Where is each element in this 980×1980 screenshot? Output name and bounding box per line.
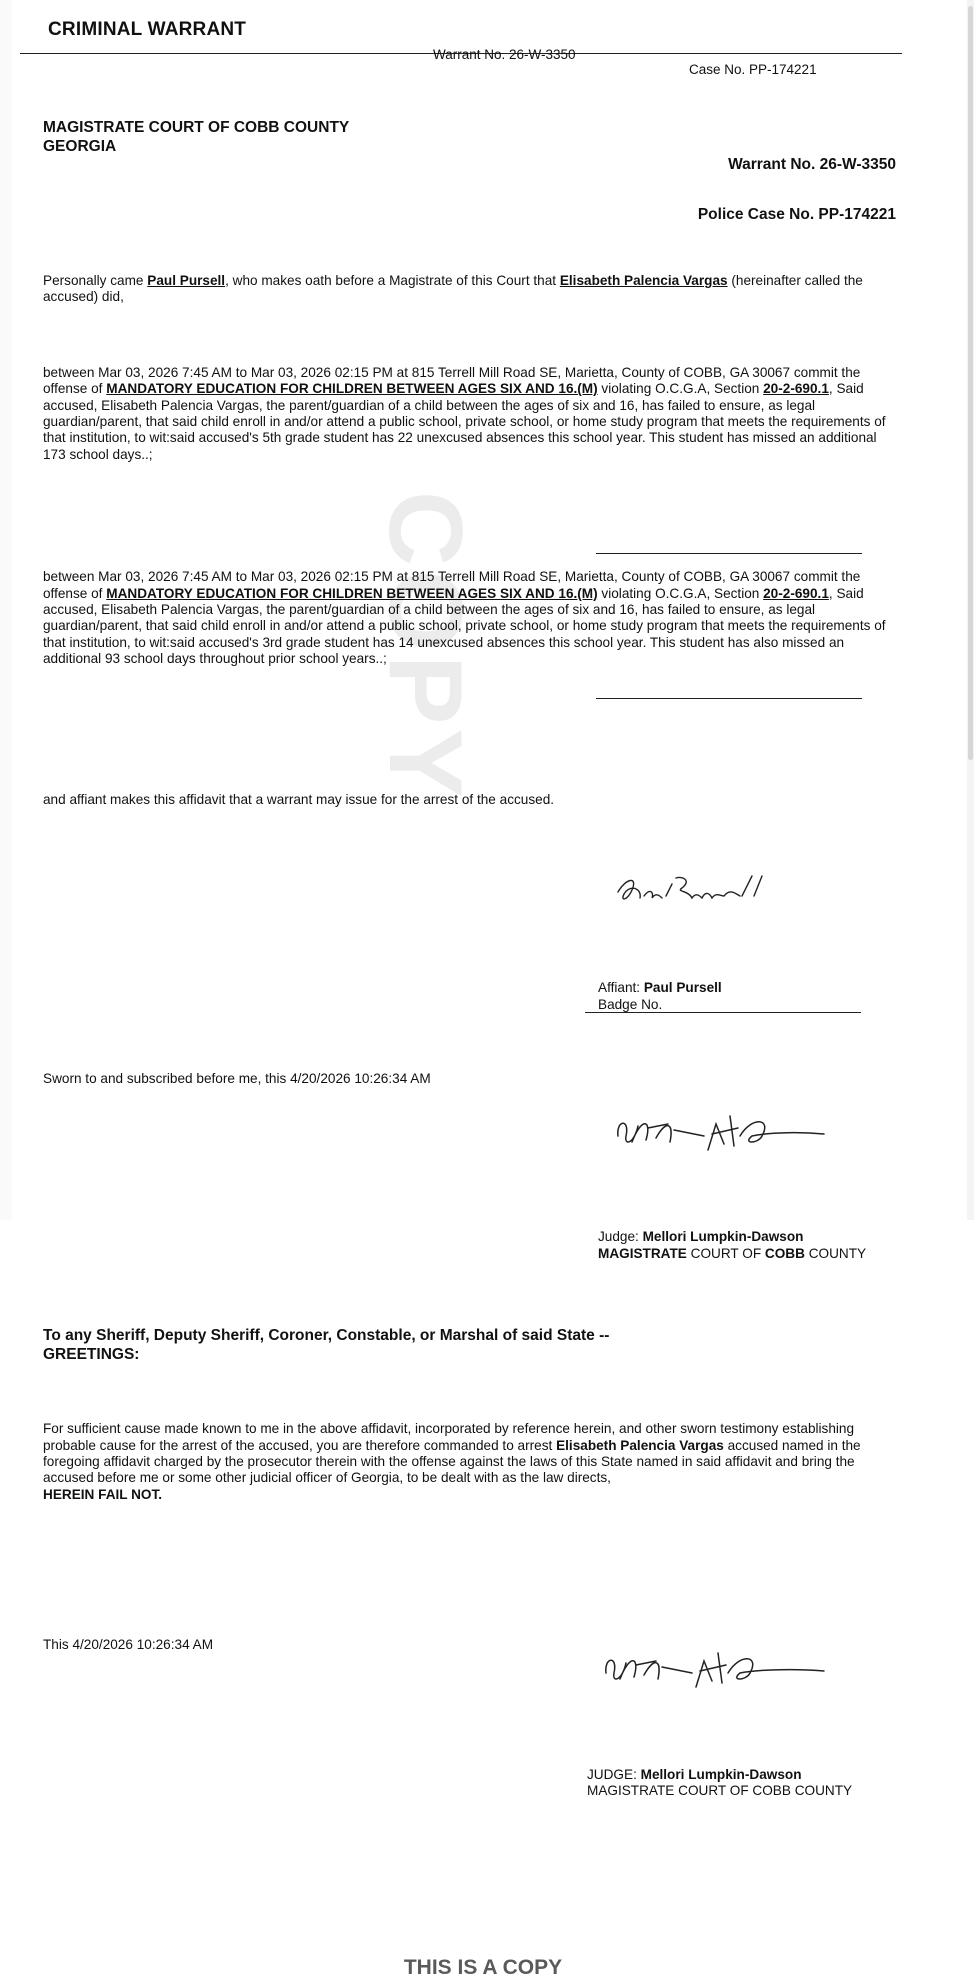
judge-name: Mellori Lumpkin-Dawson xyxy=(642,1229,804,1245)
offense-name: MANDATORY EDUCATION FOR CHILDREN BETWEEN AGES SIX AND 16.(M) xyxy=(106,585,598,601)
judge-signature xyxy=(612,1106,832,1156)
document-title: CRIMINAL WARRANT xyxy=(48,19,247,40)
intro-paragraph xyxy=(43,273,903,306)
affiant-signature-line xyxy=(596,553,862,554)
affiant-label: Affiant: xyxy=(598,980,644,996)
charge-text: , Said accused, Elisabeth Palencia Vargas, the parent/guardian of a child between the ages of six and 16, has failed to ensure, as legal guardian/parent, that said child enroll in and/or attend a public school, private school, or home study program that meets the requirements of that institution, to wit:said accused's 5th grade student has 22 unexcused absences this school year. This student has missed an additional 173 school days..; xyxy=(43,381,886,462)
judge-block xyxy=(598,1229,980,1262)
final-judge-name: Mellori Lumpkin-Dawson xyxy=(640,1766,802,1782)
command-text: For sufficient cause made known to me in the above affidavit, incorporated by reference herein, and other sworn testimony establishing probable cause for the arrest of the accused, you are therefore commanded to arrest xyxy=(43,1421,855,1453)
affiant-name: Paul Pursell xyxy=(147,273,226,288)
affidavit-statement: and affiant makes this affidavit that a warrant may issue for the arrest of the accused. xyxy=(43,791,555,807)
statute-section: 20-2-690.1 xyxy=(763,381,829,397)
affiant-signer-name: Paul Pursell xyxy=(643,980,722,996)
accused-name: Elisabeth Palencia Vargas xyxy=(556,1437,724,1453)
court-name-line1: MAGISTRATE COURT OF COBB COUNTY xyxy=(43,119,350,136)
command-paragraph xyxy=(43,1421,903,1503)
judge-signature-line xyxy=(596,698,862,699)
police-case-number: Police Case No. PP-174221 xyxy=(697,206,896,223)
command-text: accused named in the foregoing affidavit charged by the prosecutor therein with the offense against the laws of this State named in said affidavit and bring the accused before me or some other judicial officer of Georgia, to be dealt with as the law directs, xyxy=(43,1437,861,1486)
copy-footer: THIS IS A COPY xyxy=(403,1956,563,1980)
court-label: COURT OF xyxy=(686,1245,765,1261)
herein-fail-not: HEREIN FAIL NOT. xyxy=(43,1486,163,1502)
charge-text: violating O.C.G.A, Section xyxy=(597,585,764,601)
final-judge-block xyxy=(587,1767,980,1800)
statute-section: 20-2-690.1 xyxy=(763,585,829,601)
court-name xyxy=(43,118,980,156)
accused-name: Elisabeth Palencia Vargas xyxy=(559,273,728,288)
header-case-number: Case No. PP-174221 xyxy=(689,62,817,77)
charge-paragraph xyxy=(43,365,903,463)
charge-paragraph xyxy=(43,569,903,667)
intro-text: (hereinafter called the accused) did, xyxy=(43,273,863,305)
charge-text: violating O.C.G.A, Section xyxy=(597,381,764,397)
page-left-edge xyxy=(0,0,12,1220)
charge-text: , Said accused, Elisabeth Palencia Vargas, the parent/guardian of a child between the ages of six and 16, has failed to ensure, as legal guardian/parent, that said child enroll in and/or attend a public school, private school, or home study program that meets the requirements of that institution, to wit:said accused's 3rd grade student has 14 unexcused absences this school year. This student has also missed an additional 93 school days throughout prior school years..; xyxy=(43,585,886,667)
charge-text: between Mar 03, 2026 7:45 AM to Mar 03, 2026 02:15 PM at 815 Terrell Mill Road SE, Marietta, County of COBB, GA 30067 commit the offense of xyxy=(43,364,861,397)
intro-text: Personally came xyxy=(43,273,148,288)
greeting-line1: To any Sheriff, Deputy Sheriff, Coroner, Constable, or Marshal of said State -- xyxy=(43,1327,610,1345)
dated-statement: This 4/20/2026 10:26:34 AM xyxy=(43,1637,214,1653)
affiant-signature xyxy=(612,870,772,910)
offense-name: MANDATORY EDUCATION FOR CHILDREN BETWEEN AGES SIX AND 16.(M) xyxy=(106,381,598,397)
court-label: COBB xyxy=(764,1245,805,1261)
affiant-block xyxy=(598,980,980,1013)
header-warrant-number: Warrant No. 26-W-3350 xyxy=(433,47,576,62)
warrant-number: Warrant No. 26-W-3350 xyxy=(728,156,896,173)
intro-text: , who makes oath before a Magistrate of this Court that xyxy=(225,273,560,288)
final-court-label: MAGISTRATE COURT OF COBB COUNTY xyxy=(587,1782,853,1798)
sworn-statement: Sworn to and subscribed before me, this 4/20/2026 10:26:34 AM xyxy=(43,1070,431,1086)
court-label: COUNTY xyxy=(804,1245,867,1261)
badge-number: Badge No. xyxy=(598,996,663,1012)
judge-label: Judge: xyxy=(598,1229,643,1245)
court-name-line2: GEORGIA xyxy=(43,138,117,155)
greeting xyxy=(43,1326,903,1364)
court-label: MAGISTRATE xyxy=(598,1245,687,1261)
greeting-line2: GREETINGS: xyxy=(43,1346,140,1364)
final-judge-label: JUDGE: xyxy=(587,1766,641,1782)
judge-signature xyxy=(600,1643,830,1693)
charge-text: between Mar 03, 2026 7:45 AM to Mar 03, 2026 02:15 PM at 815 Terrell Mill Road SE, Marietta, County of COBB, GA 30067 commit the offense of xyxy=(43,569,861,601)
copy-watermark: COPY xyxy=(367,490,483,802)
